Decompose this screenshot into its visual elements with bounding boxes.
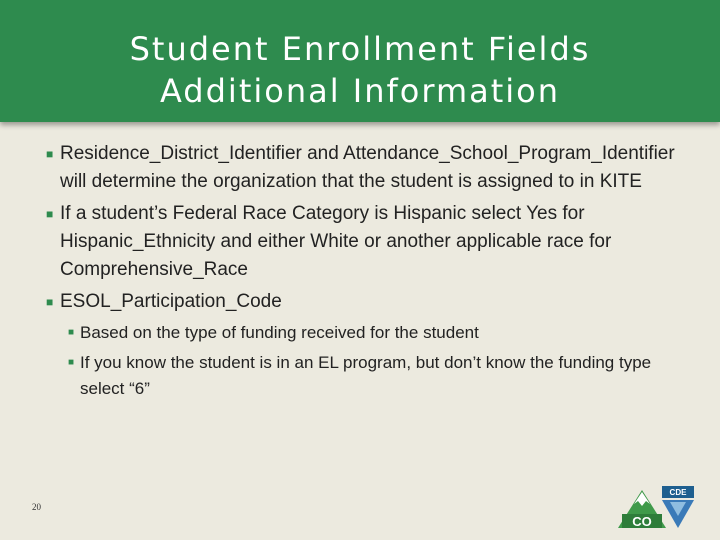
logo-co-text: CO bbox=[632, 514, 652, 529]
sub-bullet-item bbox=[68, 320, 686, 346]
slide-title bbox=[0, 28, 720, 112]
bullet-item bbox=[46, 200, 686, 284]
logo-cde-text: CDE bbox=[669, 488, 687, 497]
bullet-square-icon: ■ bbox=[46, 207, 54, 221]
sub-bullet-item bbox=[68, 350, 686, 402]
bullet-item bbox=[46, 288, 686, 316]
title-bar bbox=[0, 0, 720, 122]
bullet-text: ESOL_Participation_Code bbox=[60, 291, 282, 312]
bullet-item bbox=[46, 140, 686, 196]
bullet-square-icon: ■ bbox=[46, 295, 54, 309]
sub-bullet-square-icon: ■ bbox=[68, 357, 75, 368]
slide-title-line-1: Student Enrollment Fields bbox=[129, 30, 591, 68]
cde-logo-icon bbox=[616, 484, 698, 530]
bullet-text: If a student’s Federal Race Category is Hispanic select Yes for Hispanic_Ethnicity and either White or another applicable race for Comprehensive_Race bbox=[60, 203, 612, 280]
bullet-text: Residence_District_Identifier and Attendance_School_Program_Identifier will determine the organization that the student is assigned to in KITE bbox=[60, 143, 675, 192]
slide-body bbox=[46, 140, 686, 402]
sub-bullet-text: If you know the student is in an EL program, but don’t know the funding type select “6” bbox=[80, 353, 652, 398]
sub-bullet-square-icon: ■ bbox=[68, 327, 75, 338]
slide-title-line-2: Additional Information bbox=[159, 72, 561, 110]
page-number: 20 bbox=[32, 502, 41, 512]
sub-bullet-text: Based on the type of funding received for the student bbox=[80, 323, 479, 342]
bullet-square-icon: ■ bbox=[46, 147, 54, 161]
